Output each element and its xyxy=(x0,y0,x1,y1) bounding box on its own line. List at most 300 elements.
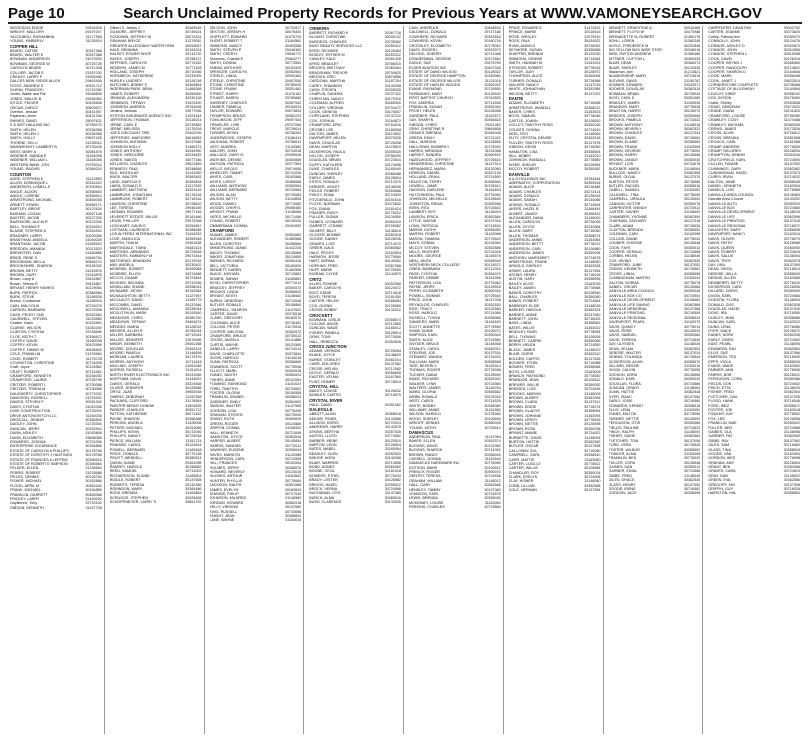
owner-name: BERRY, HELEN xyxy=(508,343,536,348)
owner-name: BROOKS, BRITTANY xyxy=(309,66,346,71)
owner-name: THOMAS, ROGER xyxy=(409,368,441,373)
property-id: 29402299 xyxy=(185,131,202,136)
locality-name: CRITZ xyxy=(309,276,322,282)
owner-name: GOODE, VAN xyxy=(708,451,732,456)
property-id: 30350022 xyxy=(783,421,800,426)
property-id: 30350058 xyxy=(484,201,501,206)
owner-name: BEARD, WALTER E xyxy=(10,52,44,57)
owner-name: CURTIS, WAYNE xyxy=(209,342,239,347)
property-id: 30714618 xyxy=(384,290,401,295)
property-id: 31474088 xyxy=(783,118,800,123)
property-id: 30124650 xyxy=(284,254,302,259)
property-id: 29977146 xyxy=(185,210,202,215)
property-id: 30726034 xyxy=(683,91,701,96)
owner-name: HOWARD, BEVERLY xyxy=(209,470,245,475)
property-id: 30077346 xyxy=(185,157,202,162)
owner-name: CARTER, WILLIE xyxy=(508,466,538,471)
owner-name: DAVIDSON, RUSSELL xyxy=(10,396,48,401)
property-id: 30716562 xyxy=(683,267,701,272)
property-id: 31148064 xyxy=(684,386,701,391)
owner-name: MULLINS, JOSEPH xyxy=(109,364,143,369)
owner-name: WRIGHT, DENNIS xyxy=(409,421,440,426)
property-id: 30128582 xyxy=(384,478,401,483)
owner-name: WEST, MARY A xyxy=(10,149,37,154)
property-id: 30350024 xyxy=(584,470,601,475)
property-id: 31148000 xyxy=(684,210,701,215)
listing-row xyxy=(110,500,202,504)
owner-name: ALLEN, THOMAS xyxy=(508,233,539,238)
property-id: 30134572 xyxy=(484,263,501,268)
property-id: 30126504 xyxy=(783,460,800,465)
owner-name: COLLINS, ANGIE xyxy=(309,322,339,326)
property-id: 30365562 xyxy=(484,390,501,395)
property-id: 30126584 xyxy=(683,285,701,290)
property-id: 30362586 xyxy=(783,478,800,483)
property-id: 30726604 xyxy=(384,442,401,447)
property-id: 30724580 xyxy=(783,206,800,211)
property-id: 30128556 xyxy=(484,140,501,145)
property-id: 30131820 xyxy=(783,109,800,114)
owner-name: OWEN, BARBARA xyxy=(409,267,441,272)
owner-name: AGEE, STEPHEN K xyxy=(10,176,44,181)
property-id: 30126548 xyxy=(683,241,701,246)
property-id: 30154856 xyxy=(85,488,102,493)
property-id: 30724338 xyxy=(85,439,102,444)
owner-name: YOUNG, KATHY xyxy=(409,425,437,430)
owner-name: BOYD, CARL D xyxy=(608,96,635,101)
property-id: 30724522 xyxy=(584,431,601,436)
owner-name: BURGESS, CHARLES xyxy=(309,39,347,44)
owner-name: COLLINS, DIANE xyxy=(608,236,638,241)
owner-name: COUNTS, DONNA xyxy=(508,127,540,132)
owner-name: BRADLEY, JAMES xyxy=(608,100,640,105)
property-id: 30358526 xyxy=(783,359,800,364)
owner-name: STONE, CHRISTINE xyxy=(209,83,245,88)
owner-name: FERGUSON, CORA xyxy=(708,377,742,382)
owner-name: ADAMS, JAMES xyxy=(209,232,237,237)
property-id: 30724584 xyxy=(484,337,501,342)
property-id: 30126512 xyxy=(783,372,800,377)
property-id: 30362528 xyxy=(783,302,800,307)
property-id: 30053657 xyxy=(185,43,202,48)
property-id: 30350558 xyxy=(683,113,701,118)
owner-name: DUNCAN, KARL xyxy=(708,320,736,325)
locality-name: CRAWFORD xyxy=(209,227,235,233)
property-id: 30137060 xyxy=(683,394,701,399)
property-id: 30365016 xyxy=(384,495,401,500)
owner-name: BRYANT, KEITH xyxy=(209,294,237,299)
owner-name: HALLORAN, KIMBERLY xyxy=(409,144,450,149)
property-id: 30116516 xyxy=(584,30,601,35)
property-id: 30395330 xyxy=(384,88,401,93)
property-id: 30778526 xyxy=(683,105,701,110)
owner-name: CARSON, BARBARA xyxy=(10,308,46,313)
owner-name: PRICE, DONALD xyxy=(109,451,139,456)
owner-name: DEAN, VIRGIL xyxy=(708,267,733,272)
owner-name: BROWN, JOHNNIE xyxy=(508,413,542,418)
owner-name: BURKE, STANLEY xyxy=(309,357,341,362)
listing-columns xyxy=(8,26,802,734)
property-id: 31148004 xyxy=(783,254,800,259)
property-id: 30390084 xyxy=(185,267,202,272)
owner-name: POWELL, BERNARD xyxy=(109,447,146,452)
property-id: 30275308 xyxy=(85,308,102,313)
owner-name: WILSON, BETTY xyxy=(209,197,238,202)
owner-name: JAMES, ROBERT xyxy=(109,91,140,96)
property-id: 30350030 xyxy=(683,157,701,162)
property-id: 30362578 xyxy=(783,258,800,263)
owner-name: LOS ALFEREZ INTERNATIONAL INC xyxy=(109,232,173,237)
owner-name: ANDERSON, PAUL xyxy=(409,434,442,439)
property-id: 30152584 xyxy=(185,289,202,294)
property-id: 30775008 xyxy=(384,335,401,340)
owner-name: ANTHONY, MARGARET xyxy=(508,255,550,260)
owner-name: MARTINDALE, TIARA xyxy=(109,245,147,250)
owner-name: GARRETT, CONNIE xyxy=(309,224,343,229)
owner-name: WALKER, NANCY xyxy=(508,83,540,88)
owner-name: WATSON, PATRICIA xyxy=(209,162,244,167)
owner-name: ARMSTRONG, DIANE xyxy=(209,246,247,251)
owner-name: GRAVES, LOIS xyxy=(309,241,335,246)
owner-name: SCOTT, ANNETTE xyxy=(409,324,441,329)
owner-name: EANES, NORA xyxy=(708,333,734,338)
property-id: 30137578 xyxy=(584,140,601,145)
owner-name: ALLEN, MARY xyxy=(508,229,534,234)
property-id: 31167708 xyxy=(85,505,102,510)
owner-name: Gayllienne, Tony xyxy=(10,501,38,506)
owner-name: EARLY, JAMES xyxy=(309,175,335,180)
property-id: 31163088 xyxy=(484,232,501,237)
property-id: 29763820 xyxy=(484,96,501,101)
property-id: 31147602 xyxy=(285,307,302,312)
property-id: 30324506 xyxy=(783,47,800,52)
owner-name: DOTSON, MARK xyxy=(409,465,438,470)
property-id: 31178728 xyxy=(85,356,102,361)
property-id: 29491052 xyxy=(284,223,302,228)
owner-name: PACKARD, CLIFFORD xyxy=(109,399,148,404)
owner-name: FROST, HELEN xyxy=(409,109,436,114)
property-id: 30126590 xyxy=(484,372,501,377)
property-id: 30358016 xyxy=(484,452,501,457)
property-id: 30726540 xyxy=(484,293,501,298)
owner-name: ELLIS, LENA xyxy=(608,407,631,412)
property-id: 31163054 xyxy=(783,451,800,456)
property-id: 31213821 xyxy=(683,69,701,74)
property-id: 30081578 xyxy=(85,149,102,154)
owner-name: BAKER, CAROLYN xyxy=(309,286,342,291)
owner-name: ASHBY, LAURA xyxy=(508,268,536,273)
owner-name: BARNETT, JOHN xyxy=(508,317,538,321)
owner-name: MOORE, GEORGE xyxy=(409,254,442,259)
property-id: 30358030 xyxy=(484,496,501,501)
property-id: 31166414 xyxy=(285,135,302,140)
property-id: 31148008 xyxy=(584,391,601,396)
property-id: 31147016 xyxy=(584,83,601,88)
owner-name: A & D HOLDINGS INC xyxy=(508,176,546,181)
property-id: 31185804 xyxy=(185,473,202,478)
owner-name: ANDERSON, BETTY xyxy=(508,242,544,247)
property-id: 30724518 xyxy=(185,434,202,439)
owner-name: DANVILLE REGIONAL xyxy=(708,223,747,228)
property-id: 30724502 xyxy=(783,337,800,342)
property-id: 30474832 xyxy=(384,131,401,136)
property-id: 31176584 xyxy=(185,399,202,404)
owner-name: BENNETT, KAREN xyxy=(209,268,242,273)
owner-name: BROWN, ALBERT xyxy=(508,396,540,401)
owner-name: GLASS, TINA xyxy=(708,447,731,452)
property-id: 30330402 xyxy=(185,263,202,268)
owner-name: DUNN, HATTIE xyxy=(608,390,635,395)
owner-name: BROWN, BETTY xyxy=(10,268,39,273)
owner-name: SHAFFER, BRENDA xyxy=(508,52,544,57)
owner-name: ESTATE OF FRANCES A LEFFEW xyxy=(10,457,68,462)
owner-name: GRAY, DAN xyxy=(708,473,728,478)
property-id: 30350094 xyxy=(584,251,601,256)
owner-name: ARNETT, EDWIN xyxy=(10,202,39,207)
property-id: 30778580 xyxy=(584,158,601,163)
owner-name: DUNN, PATRICIA xyxy=(209,360,239,365)
owner-name: BLACK, JAMES xyxy=(508,347,536,352)
property-id: 30358044 xyxy=(185,285,202,290)
owner-name: CAIN, ANDREA B xyxy=(409,26,439,30)
property-id: 30132018 xyxy=(484,394,501,399)
owner-name: CARTER, XAVIER xyxy=(608,210,639,215)
property-id: 30126058 xyxy=(484,109,501,114)
owner-name: DRISCOLL, DENNIS xyxy=(10,417,45,422)
owner-name: MCCAULEY, DAVID xyxy=(109,298,143,303)
owner-name: LEWIS, PHILLIPS xyxy=(109,219,140,224)
property-id: 30722024 xyxy=(384,421,401,426)
property-id: 31466373 xyxy=(185,144,202,149)
owner-name: FOX, LEE xyxy=(708,416,725,421)
owner-name: GLOVER, BONNIE xyxy=(309,232,341,237)
owner-name: PARKER, CHARLES xyxy=(109,407,145,412)
property-id: 30132540 xyxy=(384,500,401,505)
listing-column xyxy=(607,26,704,734)
property-id: 30373554 xyxy=(484,56,501,61)
property-id: 31164016 xyxy=(285,518,302,523)
owner-name: ALLEN, CAROLYN xyxy=(508,220,541,225)
owner-name: DAVIS, DOUGLAS xyxy=(309,140,341,145)
property-id: 30071452 xyxy=(185,412,202,417)
owner-name: HOLLAND, ERIKA xyxy=(409,175,440,180)
property-id: 31161588 xyxy=(783,140,800,145)
owner-name: FINCH, RALPH xyxy=(608,429,635,434)
property-id: 30356408 xyxy=(783,74,800,79)
owner-name: WATKINS, DENISE xyxy=(209,157,242,162)
owner-name: AKERS, HAZEL B xyxy=(508,207,539,212)
owner-name: ESTES, RONALD xyxy=(309,180,339,185)
property-id: 30362596 xyxy=(783,214,800,219)
property-id: 31163602 xyxy=(285,474,302,479)
owner-name: CALDWELL, TINA xyxy=(608,192,639,197)
property-id: 30354526 xyxy=(384,339,401,344)
property-id: 30344950 xyxy=(185,148,202,153)
property-id: 29461098 xyxy=(185,460,202,465)
owner-name: ELDER AVIATION INC xyxy=(409,65,447,70)
owner-name: DANVILLE REGIONAL xyxy=(608,315,647,320)
owner-name: BURTON, HATTIE xyxy=(508,439,540,444)
property-id: 30386648 xyxy=(185,227,202,232)
owner-name: OSCAR, DARCO xyxy=(10,105,39,110)
property-id: 30122064 xyxy=(284,377,302,382)
property-id: 30786010 xyxy=(384,61,401,66)
owner-name: FOX, ANDREA xyxy=(409,100,434,105)
owner-name: CROSS, ALVIN xyxy=(708,131,734,136)
owner-name: TRENT, MARCUS xyxy=(209,126,240,131)
owner-name: Burton, Constance xyxy=(10,299,41,304)
owner-name: FRANKLIN, SUSAN xyxy=(409,105,442,110)
owner-name: SMITH, DONNA xyxy=(209,61,237,66)
property-id: 31163094 xyxy=(584,413,601,418)
property-id: 30724560 xyxy=(484,381,501,386)
owner-name: ARMSTRONG, FRANK xyxy=(508,259,548,264)
owner-name: WOOD, SHIRLEY xyxy=(409,416,439,421)
owner-name: BROOKSHIRE, SHARON xyxy=(10,264,53,269)
listing-row xyxy=(509,488,601,492)
property-id: 30724524 xyxy=(783,469,800,474)
owner-name: HYSTON INSURANCE AGENCY INC xyxy=(109,113,172,118)
owner-name: HALSEY, POWER SHOP xyxy=(109,52,152,57)
owner-name: FORD, TIMOTHY xyxy=(209,386,239,391)
property-id: 30710656 xyxy=(284,509,302,514)
property-id: 30176060 xyxy=(783,96,800,101)
property-id: 30360493 xyxy=(185,175,202,180)
property-id: 31144532 xyxy=(185,377,202,382)
locality-name: DANTE xyxy=(508,96,524,102)
property-id: 31450888 xyxy=(85,251,102,256)
property-id: 30724532 xyxy=(683,118,701,123)
owner-name: HAIRSTON, HAL xyxy=(708,491,737,496)
property-id: 31163540 xyxy=(484,456,501,461)
owner-name: LOCKHART, DAVID E xyxy=(109,223,146,228)
owner-name: AUSTIN, GARY xyxy=(508,277,535,282)
owner-name: EVANS, RAYMOND xyxy=(409,87,442,92)
locality-name: CROSS JUNCTION xyxy=(309,343,347,349)
property-id: 30140604 xyxy=(284,439,302,444)
property-id: 30712044 xyxy=(185,333,202,338)
owner-name: Chafee, David xyxy=(10,321,34,326)
property-id: 30354567 xyxy=(185,223,202,228)
owner-name: CROSS, BOBBY xyxy=(309,308,338,313)
owner-name: ESTATE OF DAVID WILSON xyxy=(409,69,457,74)
property-id: 31161582 xyxy=(484,407,501,412)
owner-name: BRIDGES, JOSEPH xyxy=(608,113,642,118)
property-id: 30137846 xyxy=(185,302,202,307)
property-id: 30778038 xyxy=(484,368,501,373)
property-id: 30137562 xyxy=(384,362,401,367)
owner-name: HART, NORMA xyxy=(309,259,335,264)
property-id: 29822510 xyxy=(783,78,800,83)
owner-name: PIERCE, WILLIAM xyxy=(109,438,141,443)
property-id: 30736068 xyxy=(783,83,800,88)
property-id: 31166444 xyxy=(584,207,601,212)
property-id: 30724588 xyxy=(783,425,800,430)
property-id: 30137534 xyxy=(484,350,501,355)
owner-name: WHITE, BOBBY xyxy=(409,403,436,408)
property-id: 30778050 xyxy=(683,368,701,373)
owner-name: Jenkins, Jessica xyxy=(109,109,137,114)
property-id: 30358560 xyxy=(683,140,701,145)
property-id: 29074606 xyxy=(284,166,302,171)
owner-name: FISHER, FRED xyxy=(708,390,734,395)
owner-name: ENTERPRISE CLEARANCE xyxy=(10,444,58,449)
property-id: 30356564 xyxy=(484,179,501,184)
owner-name: DANVILLE DEVELOPMENT xyxy=(708,210,755,215)
property-id: 30358570 xyxy=(683,359,701,364)
property-id: 30126584 xyxy=(783,192,800,197)
property-id: 29794620 xyxy=(384,70,401,75)
owner-name: CONNOR, ASHLEY D xyxy=(708,43,745,48)
property-id: 30724628 xyxy=(185,249,202,254)
owner-name: DUNN, LENA xyxy=(708,324,731,329)
property-id: 31163016 xyxy=(684,364,701,369)
owner-name: NEAL, ANITA xyxy=(409,258,432,263)
property-id: 31148066 xyxy=(783,429,800,434)
owner-name: FISHER, ANNE xyxy=(209,377,236,382)
property-id: 29353658 xyxy=(783,100,800,105)
owner-name: EDWARDS, JOSHUA xyxy=(10,439,46,444)
property-id: 30116024 xyxy=(185,118,202,123)
listing-row xyxy=(708,491,800,495)
property-id: 30358518 xyxy=(783,447,800,452)
property-id: 31140268 xyxy=(384,83,401,88)
owner-name: INGRAM, CLYDE xyxy=(309,272,339,277)
owner-name: CLAY, HOMER xyxy=(508,479,534,484)
property-id: 31147508 xyxy=(285,404,302,409)
owner-name: GREEN, ROGER xyxy=(209,421,239,426)
property-id: 31165040 xyxy=(384,167,401,172)
property-id: 30351558 xyxy=(284,483,302,488)
owner-name: DAVIS, CHARLOTTE xyxy=(209,351,245,356)
owner-name: NORRIS, RUSSELL xyxy=(109,368,143,373)
owner-name: BOYLE, FREDERICK M xyxy=(608,43,649,48)
property-id: 30716060 xyxy=(584,229,601,234)
owner-name: DAMASCUS HARDWARE INC xyxy=(409,461,460,466)
owner-name: DOUGLAS, FLORA xyxy=(608,381,641,386)
owner-name: FLOOD, APRIL M xyxy=(10,483,40,488)
property-id: 31164520 xyxy=(484,320,501,325)
property-id: 30458171 xyxy=(85,202,102,207)
property-id: 30724522 xyxy=(683,425,701,430)
owner-name: BYRD, BRADLEY xyxy=(309,61,339,66)
property-id: 30724566 xyxy=(783,293,800,298)
property-id: 30152544 xyxy=(85,426,102,431)
owner-name: BAKER, ELLEN xyxy=(409,439,436,444)
property-id: 30716088 xyxy=(584,360,601,365)
masthead xyxy=(8,4,802,24)
property-id: 30320066 xyxy=(85,233,102,238)
owner-name: MAYS, DONNA xyxy=(409,241,435,246)
owner-name: MARSH, KATHY xyxy=(409,227,437,232)
property-id: 30151618 xyxy=(384,197,401,202)
owner-name: HALL, KENNETH xyxy=(209,430,239,435)
property-id: 31186536 xyxy=(85,295,102,300)
property-id: 30726618 xyxy=(484,157,501,162)
property-id: 29083456 xyxy=(85,74,102,79)
property-id: 31376452 xyxy=(85,396,102,401)
property-id: 30778512 xyxy=(584,461,601,466)
property-id: 31151834 xyxy=(185,368,202,373)
owner-name: JOHNSON, EARL xyxy=(409,492,439,497)
owner-name: GAINES, LEONARD xyxy=(309,219,344,224)
owner-name: SMITH, ALICE xyxy=(409,337,433,342)
property-id: 30128514 xyxy=(384,330,401,335)
property-id: 30362584 xyxy=(683,434,701,439)
property-id: 30352504 xyxy=(284,69,302,74)
property-id: 30350016 xyxy=(584,123,601,128)
property-id: 30092462 xyxy=(284,74,302,79)
